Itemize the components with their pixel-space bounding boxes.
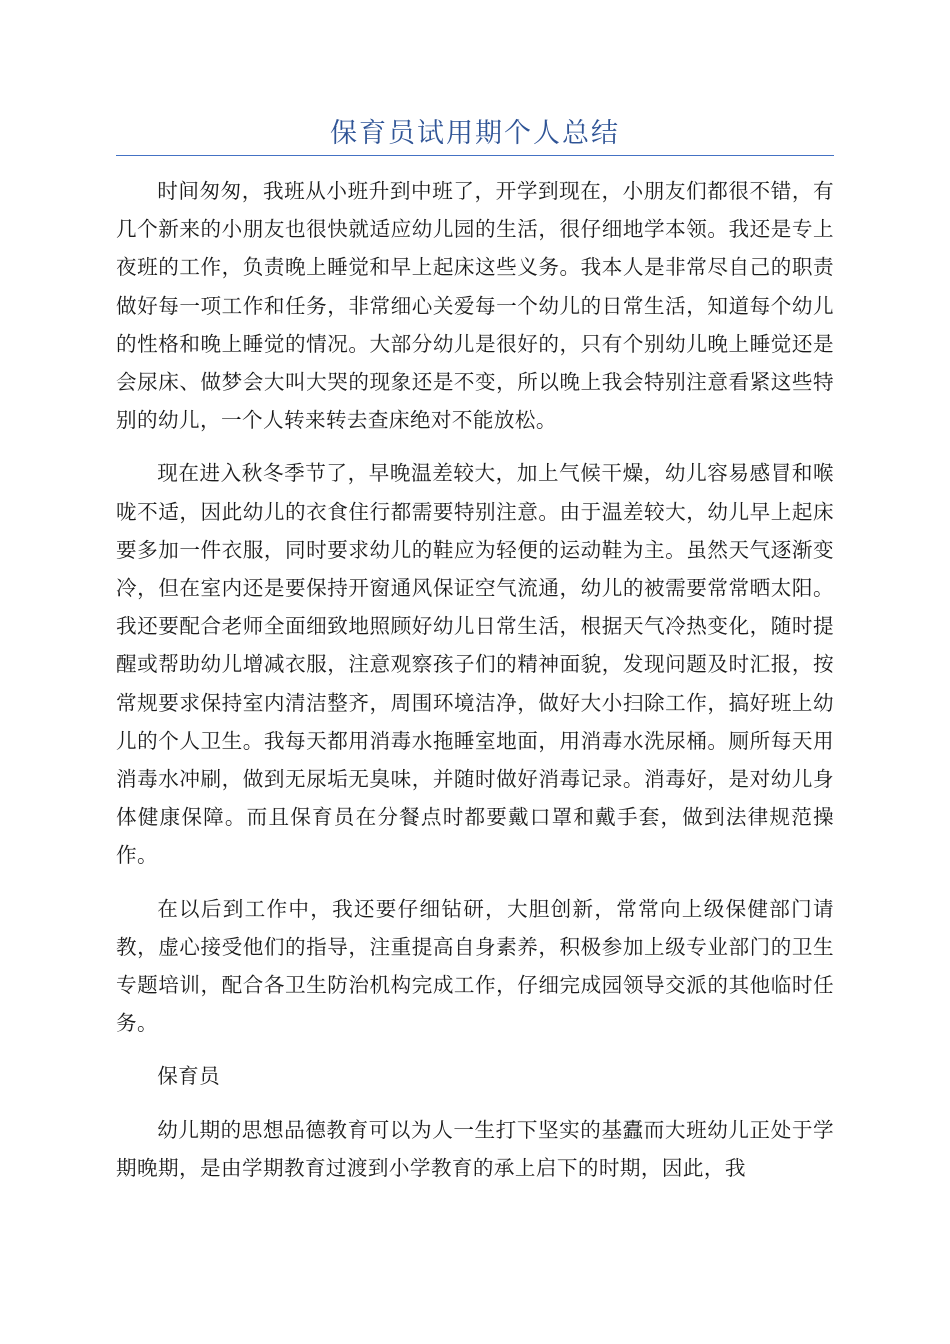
body-paragraph: 在以后到工作中，我还要仔细钻研，大胆创新，常常向上级保健部门请教，虚心接受他们的指导，注重提高自身素养，积极参加上级专业部门的卫生专题培训，配合各卫生防治机构完成工作，仔细完成园领导交派的其他临时任务。	[116, 896, 834, 1036]
section-label: 保育员	[157, 1064, 221, 1089]
body-paragraph: 时间匆匆，我班从小班升到中班了，开学到现在，小朋友们都很不错，有几个新来的小朋友也很快就适应幼儿园的生活，很仔细地学本领。我还是专上夜班的工作，负责晚上睡觉和早上起床这些义务。我本人是非常尽自己的职责做好每一项工作和任务，非常细心关爱每一个幼儿的日常生活，知道每个幼儿的性格和晚上睡觉的情况。大部分幼儿是很好的，只有个别幼儿晚上睡觉还是会尿床、做梦会大叫大哭的现象还是不变，所以晚上我会特别注意看紧这些特别的幼儿，一个人转来转去查床绝对不能放松。	[116, 179, 834, 433]
document-body	[116, 172, 834, 1202]
body-paragraph: 现在进入秋冬季节了，早晚温差较大，加上气候干燥，幼儿容易感冒和喉咙不适，因此幼儿的衣食住行都需要特别注意。由于温差较大，幼儿早上起床要多加一件衣服，同时要求幼儿的鞋应为轻便的运动鞋为主。虽然天气逐渐变冷，但在室内还是要保持开窗通风保证空气流通，幼儿的被需要常常晒太阳。我还要配合老师全面细致地照顾好幼儿日常生活，根据天气冷热变化，随时提醒或帮助幼儿增减衣服，注意观察孩子们的精神面貌，发现问题及时汇报，按常规要求保持室内清洁整齐，周围环境洁净，做好大小扫除工作，搞好班上幼儿的个人卫生。我每天都用消毒水拖睡室地面，用消毒水洗尿桶。厕所每天用消毒水冲刷，做到无尿垢无臭味，并随时做好消毒记录。消毒好，是对幼儿身体健康保障。而且保育员在分餐点时都要戴口罩和戴手套，做到法律规范操作。	[116, 461, 834, 868]
document-title: 保育员试用期个人总结	[330, 118, 620, 149]
title-underline	[116, 155, 834, 156]
body-paragraph: 幼儿期的思想品德教育可以为人一生打下坚实的基蠹而大班幼儿正处于学期晚期，是由学期教育过渡到小学教育的承上启下的时期，因此，我	[116, 1117, 834, 1180]
